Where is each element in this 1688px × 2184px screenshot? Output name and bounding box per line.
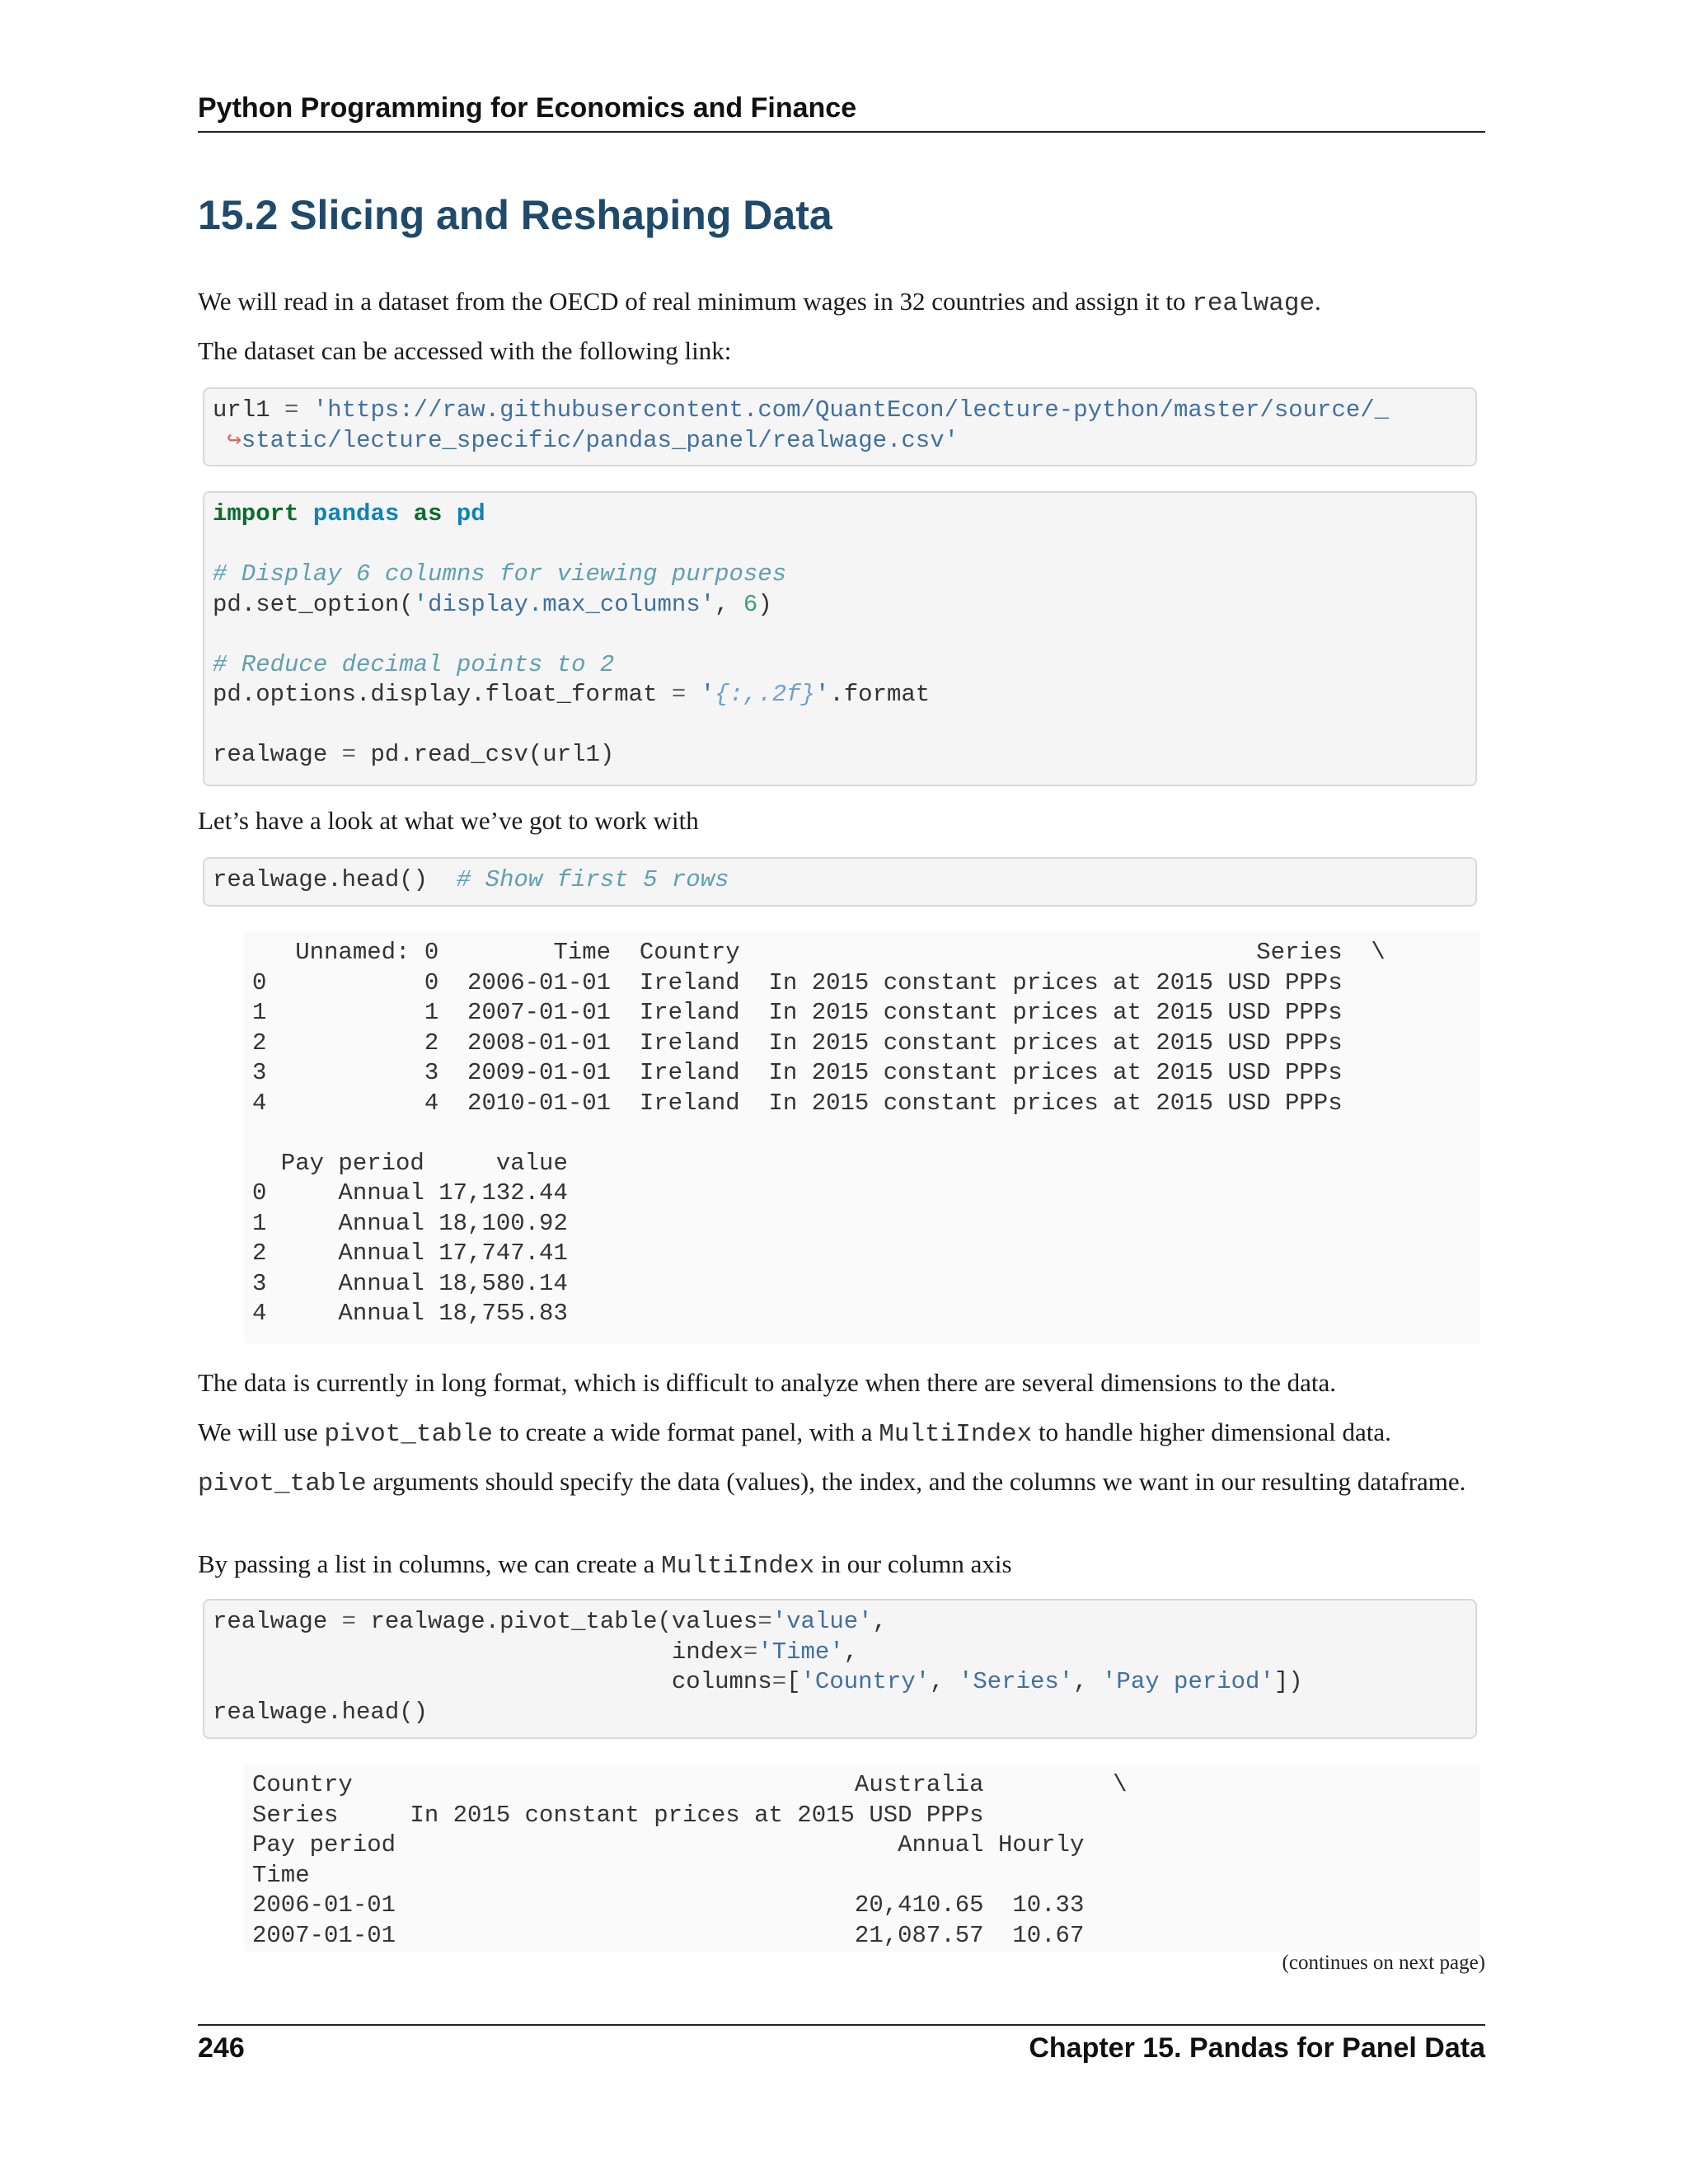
footer-divider — [198, 2024, 1485, 2026]
code-token: realwage.head() — [213, 866, 429, 893]
inline-code-pivot-table: pivot_table — [198, 1469, 367, 1498]
line-continuation-icon: ↪ — [227, 426, 241, 454]
paragraph-text: . — [1315, 287, 1321, 316]
code-token: , — [930, 1668, 959, 1695]
output-line: 4 Annual 18,755.83 — [252, 1300, 568, 1327]
code-string: 'Series' — [958, 1668, 1074, 1695]
inline-code-multiindex: MultiIndex — [661, 1552, 815, 1581]
inline-code-realwage: realwage — [1192, 289, 1315, 318]
code-token: realwage.pivot_table(values — [370, 1608, 758, 1635]
code-module: pandas — [312, 500, 400, 527]
paragraph-text: We will use — [198, 1418, 325, 1446]
code-token: index — [671, 1638, 743, 1666]
code-string: 'Time' — [757, 1638, 844, 1666]
code-comment: # Display 6 columns for viewing purposes — [213, 560, 787, 588]
code-operator: = — [341, 741, 357, 768]
inline-code-pivot-table: pivot_table — [324, 1420, 493, 1449]
code-operator: = — [743, 1638, 758, 1666]
code-line — [213, 680, 1467, 710]
code-operator: = — [341, 1608, 357, 1635]
code-line — [213, 396, 1467, 426]
code-indent — [213, 1668, 672, 1695]
output-line: 2 2 2008-01-01 Ireland In 2015 constant prices at 2015 USD PPPs — [252, 1029, 1343, 1057]
paragraph-list-columns — [198, 1548, 1485, 1583]
code-string: ' — [814, 681, 830, 708]
output-line: 1 Annual 18,100.92 — [252, 1209, 568, 1237]
code-operator: = — [771, 1668, 787, 1695]
code-cell-pivot[interactable] — [203, 1599, 1477, 1739]
code-token: pd.read_csv(url1) — [370, 741, 615, 768]
output-line: 3 3 2009-01-01 Ireland In 2015 constant prices at 2015 USD PPPs — [252, 1059, 1343, 1086]
code-token: , — [1073, 1668, 1103, 1695]
code-line — [213, 740, 1467, 771]
code-token: , — [872, 1608, 887, 1635]
document-page — [198, 0, 1485, 2184]
paragraph-intro — [198, 285, 1485, 321]
code-token: url1 — [213, 396, 270, 424]
code-string: 'https://raw.githubusercontent.com/QuantEcon/lecture-python/master/source/_ — [312, 396, 1390, 424]
code-string: 'value' — [771, 1608, 873, 1635]
code-line — [213, 1698, 1467, 1728]
output-line: 1 1 2007-01-01 Ireland In 2015 constant prices at 2015 USD PPPs — [252, 999, 1343, 1026]
output-line: Pay period value — [252, 1149, 568, 1177]
paragraph-text: to handle higher dimensional data. — [1032, 1418, 1391, 1446]
code-line — [213, 1607, 1467, 1638]
code-line-blank — [213, 620, 1467, 650]
output-line: 2006-01-01 20,410.65 10.33 — [252, 1891, 1085, 1919]
code-token: ) — [757, 590, 772, 618]
code-string: 'display.max_columns' — [413, 590, 715, 618]
output-line: 0 Annual 17,132.44 — [252, 1179, 568, 1207]
code-line — [213, 650, 1467, 681]
paragraph-text: to create a wide format panel, with a — [492, 1418, 879, 1446]
output-line: 2 Annual 17,747.41 — [252, 1240, 568, 1267]
code-module: pd — [456, 500, 485, 527]
code-line — [213, 590, 1467, 621]
paragraph-link-intro: The dataset can be accessed with the following link: — [198, 336, 732, 365]
code-keyword: import — [213, 500, 299, 527]
code-token: realwage.head() — [213, 1698, 429, 1726]
code-number: 6 — [743, 590, 758, 618]
code-token: pd.options.display.float_format — [213, 681, 658, 708]
code-line-blank — [213, 530, 1467, 560]
code-cell-url[interactable] — [203, 387, 1477, 466]
chapter-title: Chapter 15. Pandas for Panel Data — [1029, 2032, 1485, 2064]
code-cell-head[interactable] — [203, 857, 1477, 907]
code-string: 'Country' — [800, 1668, 931, 1695]
code-token: [ — [786, 1668, 801, 1695]
code-indent — [213, 1638, 672, 1666]
output-line — [252, 1118, 1472, 1149]
continues-note: (continues on next page) — [1282, 1952, 1485, 1974]
code-line — [213, 1667, 1467, 1698]
code-format-string: {:,.2f} — [715, 681, 815, 708]
code-line — [213, 1638, 1467, 1668]
paragraph-text: We will read in a dataset from the OECD of real minimum wages in 32 countries and assign it to — [198, 287, 1193, 316]
output-line: 4 4 2010-01-01 Ireland In 2015 constant prices at 2015 USD PPPs — [252, 1089, 1343, 1117]
code-token: pd.set_option( — [213, 590, 414, 618]
code-string: ' — [700, 681, 715, 708]
paragraph-pivot-table — [198, 1416, 1485, 1451]
code-token: realwage — [213, 1608, 328, 1635]
code-string: static/lecture_specific/pandas_panel/realwage.csv' — [241, 426, 959, 454]
code-line-blank — [213, 710, 1467, 741]
output-line: Series In 2015 constant prices at 2015 USD PPPs — [252, 1801, 984, 1829]
code-operator: = — [757, 1608, 772, 1635]
paragraph-text: By passing a list in columns, we can create a — [198, 1549, 662, 1578]
code-string: 'Pay period' — [1102, 1668, 1274, 1695]
code-operator: = — [671, 681, 687, 708]
code-operator: = — [284, 396, 299, 424]
output-line: 3 Annual 18,580.14 — [252, 1269, 568, 1297]
code-comment: # Reduce decimal points to 2 — [213, 650, 615, 678]
paragraph-text: arguments should specify the data (values), the index, and the columns we want in our resulting dataframe. — [366, 1467, 1466, 1496]
output-line: 0 0 2006-01-01 Ireland In 2015 constant prices at 2015 USD PPPs — [252, 968, 1343, 996]
paragraph-long-format: The data is currently in long format, which is difficult to analyze when there are several dimensions to the data. — [198, 1368, 1337, 1397]
code-cell-import[interactable] — [203, 491, 1477, 786]
output-line: 2007-01-01 21,087.57 10.67 — [252, 1921, 1085, 1949]
code-token: .format — [829, 681, 931, 708]
code-comment: # Show first 5 rows — [456, 866, 729, 893]
code-token: realwage — [213, 741, 328, 768]
output-line: Country Australia \ — [252, 1771, 1128, 1798]
code-line — [213, 560, 1467, 590]
code-token: columns — [671, 1668, 772, 1695]
code-keyword: as — [413, 500, 443, 527]
code-token: ]) — [1273, 1668, 1303, 1695]
code-token: , — [843, 1638, 859, 1666]
page-number: 246 — [198, 2032, 245, 2064]
output-head-table — [244, 931, 1480, 1343]
inline-code-multiindex: MultiIndex — [879, 1420, 1033, 1449]
code-line — [213, 865, 1467, 896]
section-title: 15.2 Slicing and Reshaping Data — [198, 192, 832, 238]
paragraph-look: Let’s have a look at what we’ve got to work with — [198, 806, 699, 835]
code-line — [213, 499, 1467, 530]
paragraph-text: in our column axis — [814, 1549, 1012, 1578]
code-token: , — [715, 590, 743, 618]
output-line: Pay period Annual Hourly — [252, 1831, 1085, 1858]
output-pivot-table — [244, 1764, 1480, 1952]
running-header: Python Programming for Economics and Finance — [198, 92, 1485, 133]
paragraph-arguments — [198, 1465, 1485, 1501]
output-line: Unnamed: 0 Time Country Series \ — [252, 939, 1386, 966]
code-line — [213, 426, 1467, 457]
output-line: Time — [252, 1861, 310, 1889]
